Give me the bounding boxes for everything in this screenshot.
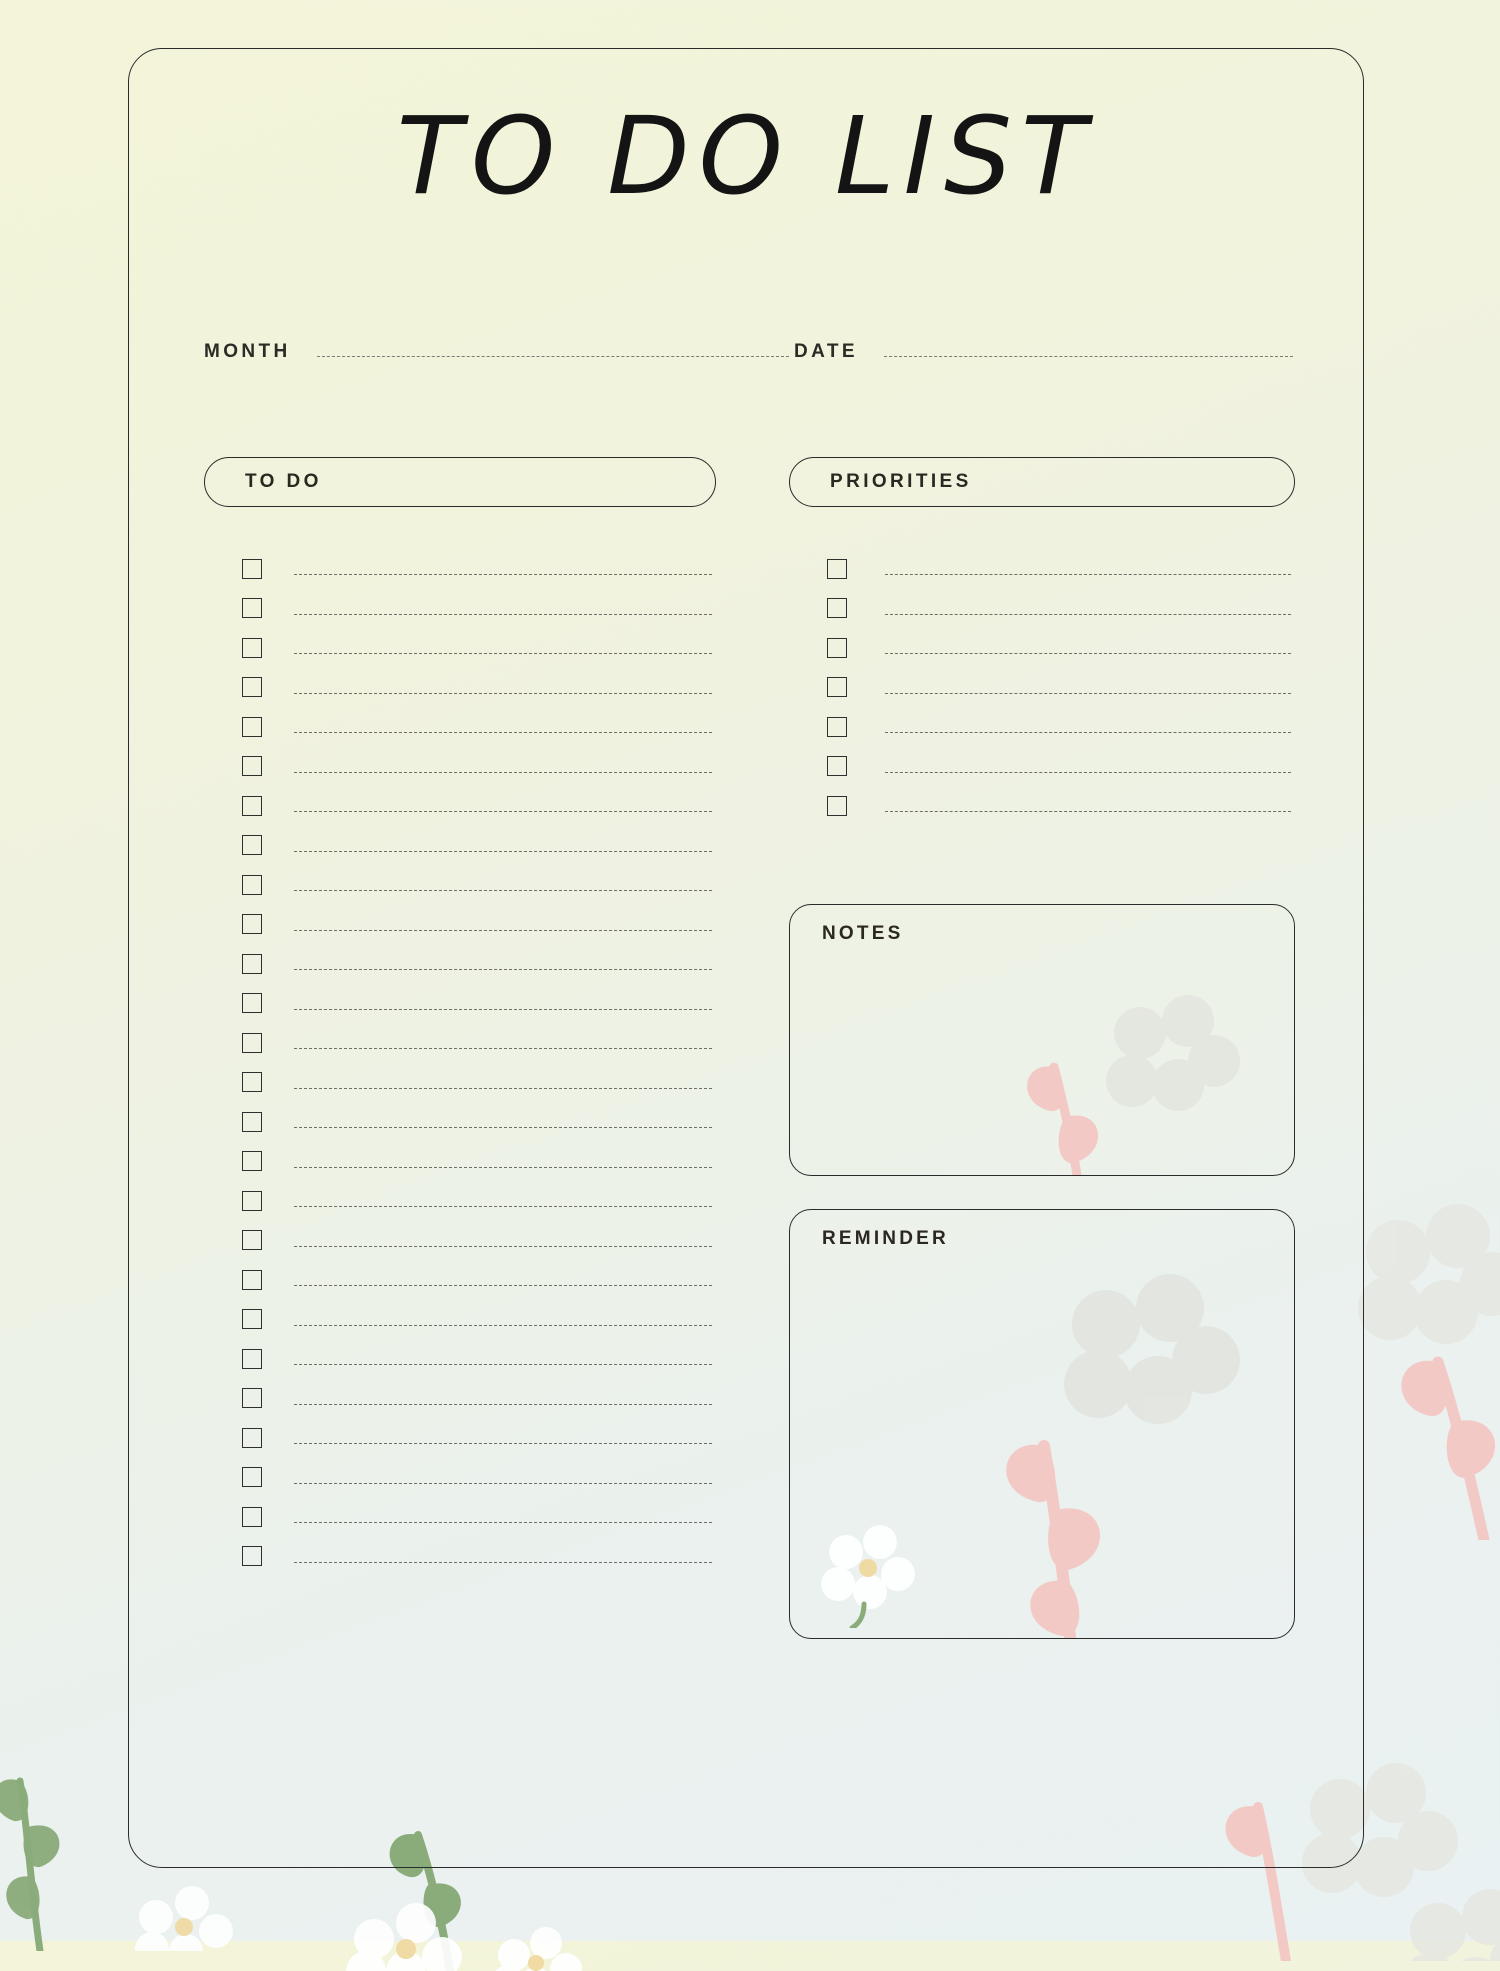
checklist-write-line[interactable] [885,641,1291,654]
checkbox-icon[interactable] [242,1349,262,1369]
checklist-row[interactable] [204,1339,716,1379]
checklist-row[interactable] [204,786,716,826]
checkbox-icon[interactable] [242,717,262,737]
checklist-row[interactable] [789,589,1295,629]
checkbox-icon[interactable] [242,1428,262,1448]
checkbox-icon[interactable] [242,1230,262,1250]
checklist-row[interactable] [789,747,1295,787]
checklist-write-line[interactable] [294,918,712,931]
checklist-row[interactable] [204,1458,716,1498]
daisy-decoration-reminder [806,1508,926,1628]
checklist-write-line[interactable] [885,720,1291,733]
checkbox-icon[interactable] [242,1467,262,1487]
checklist-row[interactable] [204,1260,716,1300]
checklist-write-line[interactable] [885,602,1291,615]
checklist-write-line[interactable] [294,799,712,812]
checklist-row[interactable] [204,1300,716,1340]
checklist-write-line[interactable] [294,1510,712,1523]
checkbox-icon[interactable] [242,954,262,974]
checklist-write-line[interactable] [294,562,712,575]
todo-section-header [204,457,716,507]
checklist-write-line[interactable] [294,720,712,733]
checklist-write-line[interactable] [294,1313,712,1326]
checklist-write-line[interactable] [885,562,1291,575]
checklist-row[interactable] [204,944,716,984]
checklist-write-line[interactable] [294,1273,712,1286]
checklist-row[interactable] [204,1221,716,1261]
priorities-checklist [789,549,1295,826]
checklist-write-line[interactable] [294,957,712,970]
checkbox-icon[interactable] [242,1033,262,1053]
checkbox-icon[interactable] [242,993,262,1013]
date-label: DATE [794,341,858,362]
checklist-write-line[interactable] [294,1471,712,1484]
checklist-row[interactable] [789,549,1295,589]
checklist-write-line[interactable] [294,878,712,891]
checklist-write-line[interactable] [885,681,1291,694]
meta-row [204,341,1293,363]
checkbox-icon[interactable] [242,1546,262,1566]
checklist-write-line[interactable] [294,1392,712,1405]
flower-decoration-notes [1014,981,1254,1176]
notes-box[interactable] [789,904,1295,1176]
checklist-row[interactable] [204,1023,716,1063]
checklist-row[interactable] [204,1418,716,1458]
checkbox-icon[interactable] [242,835,262,855]
checkbox-icon[interactable] [242,677,262,697]
checkbox-icon[interactable] [827,717,847,737]
checklist-write-line[interactable] [294,1352,712,1365]
checklist-row[interactable] [204,668,716,708]
checklist-write-line[interactable] [885,760,1291,773]
checkbox-icon[interactable] [242,875,262,895]
checklist-row[interactable] [204,984,716,1024]
checklist-write-line[interactable] [294,1036,712,1049]
checklist-write-line[interactable] [294,760,712,773]
checklist-row[interactable] [204,1181,716,1221]
checkbox-icon[interactable] [242,796,262,816]
date-field[interactable] [794,341,1293,363]
checklist-row[interactable] [204,1102,716,1142]
checkbox-icon[interactable] [242,1309,262,1329]
checklist-row[interactable] [204,1497,716,1537]
checklist-write-line[interactable] [294,1115,712,1128]
checkbox-icon[interactable] [242,1191,262,1211]
priorities-section-header [789,457,1295,507]
checklist-row[interactable] [789,707,1295,747]
checkbox-icon[interactable] [242,1388,262,1408]
checkbox-icon[interactable] [242,1151,262,1171]
checkbox-icon[interactable] [827,756,847,776]
checklist-row[interactable] [204,826,716,866]
planner-sheet [128,48,1364,1868]
checklist-write-line[interactable] [294,602,712,615]
checklist-row[interactable] [204,589,716,629]
checklist-write-line[interactable] [294,641,712,654]
month-field[interactable] [204,341,789,363]
checkbox-icon[interactable] [242,756,262,776]
checklist-row[interactable] [789,786,1295,826]
checkbox-icon[interactable] [242,1072,262,1092]
checkbox-icon[interactable] [827,677,847,697]
checklist-row[interactable] [204,628,716,668]
todo-heading: TO DO [245,471,322,492]
date-input[interactable] [884,342,1293,357]
checkbox-icon[interactable] [827,598,847,618]
checklist-row[interactable] [789,668,1295,708]
checklist-write-line[interactable] [294,1155,712,1168]
checkbox-icon[interactable] [242,598,262,618]
checkbox-icon[interactable] [242,914,262,934]
checklist-write-line[interactable] [294,1431,712,1444]
checkbox-icon[interactable] [242,638,262,658]
checkbox-icon[interactable] [242,1112,262,1132]
todo-checklist [204,549,716,1576]
checklist-write-line[interactable] [294,1550,712,1563]
checklist-row[interactable] [204,865,716,905]
checklist-write-line[interactable] [294,1194,712,1207]
checklist-row[interactable] [204,707,716,747]
checklist-write-line[interactable] [294,1076,712,1089]
checklist-row[interactable] [204,747,716,787]
reminder-heading: REMINDER [822,1228,949,1249]
checklist-row[interactable] [204,1537,716,1577]
checkbox-icon[interactable] [242,559,262,579]
priorities-heading: PRIORITIES [830,471,972,492]
checkbox-icon[interactable] [827,638,847,658]
month-label: MONTH [204,341,291,362]
notes-heading: NOTES [822,923,904,944]
page-title: TO DO LIST [396,95,1096,219]
checklist-row[interactable] [204,905,716,945]
month-input[interactable] [317,342,789,357]
checkbox-icon[interactable] [827,796,847,816]
checkbox-icon[interactable] [242,1270,262,1290]
checklist-write-line[interactable] [294,681,712,694]
checklist-row[interactable] [204,1063,716,1103]
checklist-write-line[interactable] [294,1234,712,1247]
checklist-row[interactable] [204,1379,716,1419]
checkbox-icon[interactable] [827,559,847,579]
checklist-write-line[interactable] [294,997,712,1010]
checkbox-icon[interactable] [242,1507,262,1527]
checklist-row[interactable] [204,1142,716,1182]
flower-decoration-reminder [944,1258,1274,1638]
checklist-row[interactable] [789,628,1295,668]
checklist-row[interactable] [204,549,716,589]
checklist-write-line[interactable] [294,839,712,852]
checklist-write-line[interactable] [885,799,1291,812]
reminder-box[interactable] [789,1209,1295,1639]
